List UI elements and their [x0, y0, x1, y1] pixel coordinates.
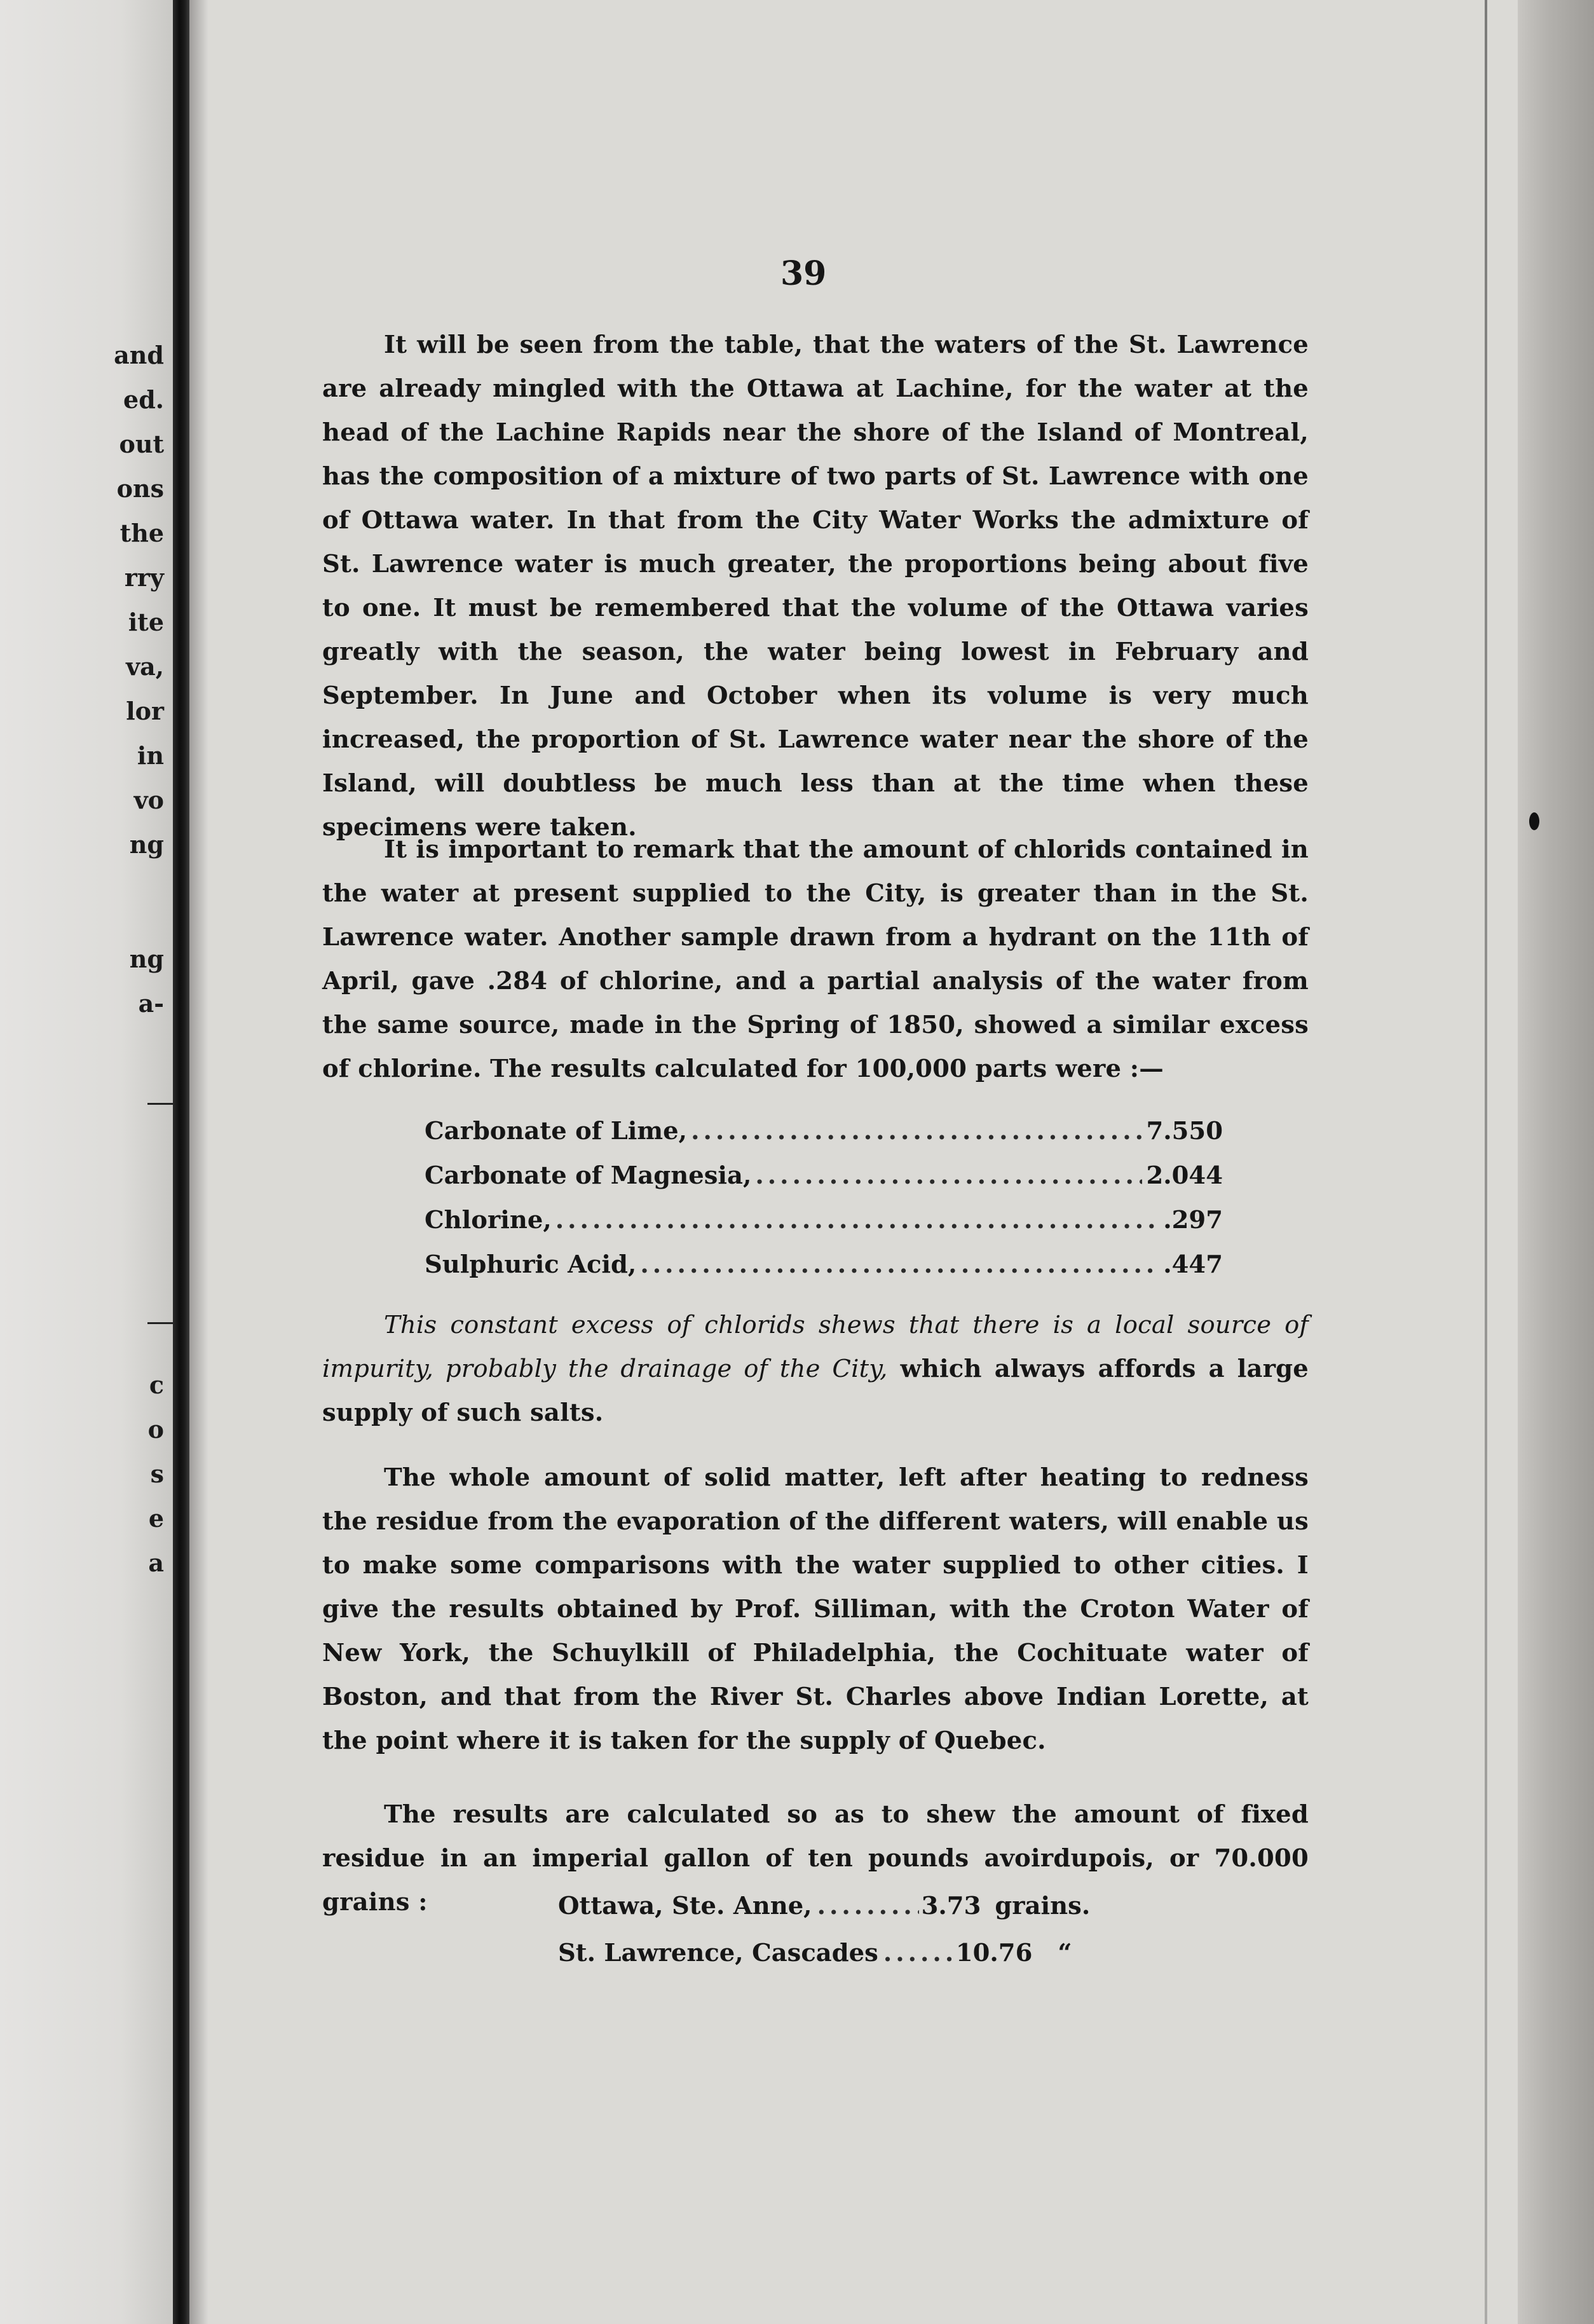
facing-page-fragment: ite [128, 608, 164, 636]
analysis-row [425, 1243, 1223, 1287]
facing-page-fragment: lor [126, 697, 164, 725]
paragraph-tail-text: which always affords a large supply of such salts. [322, 1355, 1309, 1427]
leader-dots [691, 1109, 1142, 1154]
residue-value: 10.76 [955, 1939, 1033, 1967]
book-gutter [173, 0, 189, 2324]
analysis-row [425, 1109, 1223, 1154]
facing-page-fragment: ng [129, 830, 164, 859]
facing-page-fragment: va, [126, 652, 164, 681]
paragraph-2 [322, 828, 1309, 1091]
residue-label: St. Lawrence, Cascades [558, 1939, 878, 1967]
leader-dots [883, 1930, 953, 1977]
paragraph-1 [322, 323, 1309, 849]
analysis-label: Sulphuric Acid, [425, 1250, 637, 1279]
paragraph-text: It will be seen from the table, that the waters of the St. Lawrence are already mingled with the Ottawa at Lachine, for the water at the head of the Lachine Rapids near the shore of the Island of Montreal, has the composition of a mixture of two parts of St. Lawrence with one of Ottawa water. In that from the City Water Works the admixture of St. Lawrence water is much greater, the proportions being about five to one. It must be remembered that the volume of the Ottawa varies greatly with the season, the water being lowest in February and September. In June and October when its volume is very much increased, the proportion of St. Lawrence water near the shore of the Island, will doubtless be much less than at the time when these specimens were taken. [322, 331, 1309, 842]
leader-dots [817, 1883, 919, 1930]
residue-unit: grains. [995, 1892, 1091, 1920]
ink-speck [1529, 812, 1539, 830]
facing-page-fragment: e [148, 1504, 164, 1533]
facing-page-fragment: in [137, 741, 164, 770]
facing-page-fragment: vo [133, 786, 164, 814]
paragraph-text: It is important to remark that the amount of chlorids contained in the water at present supplied to the City, is greater than in the St. Lawrence water. Another sample drawn from a hydrant on the 11th of April, gave .284 of chlorine, and a partial analysis of the water from the same source, made in the Spring of 1850, showed a similar excess of chlorine. The results calculated for 100,000 parts were :— [322, 835, 1309, 1083]
facing-page-rule [147, 1322, 173, 1324]
page-number: 39 [780, 254, 827, 293]
facing-page-fragment: ons [116, 474, 164, 503]
residue-unit: “ [1058, 1939, 1072, 1967]
page-edge-line [1485, 0, 1487, 2324]
facing-page-fragment: a- [138, 989, 164, 1018]
analysis-list [425, 1109, 1223, 1287]
facing-page-fragment: the [119, 519, 164, 547]
paragraph-text: The results are calculated so as to shew the amount of fixed residue in an imperial gallon of ten pounds avoirdupois, or 70.000 grains : [322, 1800, 1309, 1917]
residue-row [558, 1883, 1162, 1930]
facing-page-fragment: out [119, 430, 164, 458]
analysis-value: 7.550 [1146, 1117, 1223, 1145]
analysis-value: .447 [1163, 1250, 1223, 1279]
analysis-value: 2.044 [1146, 1161, 1223, 1190]
paragraph-text: The whole amount of solid matter, left after heating to redness the residue from the evaporation of the different waters, will enable us to make some comparisons with the water supplied to other cities. I give the results obtained by Prof. Silliman, with the Croton Water of New York, the Schuylkill of Philadelphia, the Cochituate water of Boston, and that from the River St. Charles above Indian Lorette, at the point where it is taken for the supply of Quebec. [322, 1463, 1309, 1755]
facing-page-fragment: ed. [123, 385, 164, 414]
facing-page-fragment: and [114, 341, 164, 369]
leader-dots [640, 1243, 1159, 1287]
analysis-row [425, 1198, 1223, 1243]
facing-page-fragment: s [150, 1459, 164, 1488]
facing-page-fragment: rry [124, 563, 164, 592]
facing-page-edge [0, 0, 173, 2324]
residue-value: 3.73 [921, 1892, 981, 1920]
page-right-edge [1518, 0, 1594, 2324]
leader-dots [555, 1198, 1159, 1243]
italic-lead-text: This constant excess of chlorids shews that there is a local source of impurity, probably the drainage of the City, [322, 1311, 1309, 1383]
facing-page-fragment: c [149, 1370, 164, 1399]
residue-label: Ottawa, Ste. Anne, [558, 1892, 812, 1920]
paragraph-3 [322, 1303, 1309, 1435]
analysis-value: .297 [1163, 1206, 1223, 1234]
facing-page-fragment: ng [129, 945, 164, 973]
analysis-label: Carbonate of Magnesia, [425, 1161, 752, 1190]
residue-list [558, 1883, 1162, 1977]
facing-page-rule [147, 1103, 173, 1105]
facing-page-fragment: o [147, 1415, 164, 1444]
residue-row [558, 1930, 1162, 1977]
analysis-label: Carbonate of Lime, [425, 1117, 688, 1145]
leader-dots [755, 1154, 1142, 1198]
gutter-shadow [189, 0, 208, 2324]
paragraph-text [322, 1303, 1309, 1435]
facing-page-fragment: a [148, 1548, 164, 1577]
analysis-label: Chlorine, [425, 1206, 552, 1234]
paragraph-4 [322, 1456, 1309, 1763]
analysis-row [425, 1154, 1223, 1198]
